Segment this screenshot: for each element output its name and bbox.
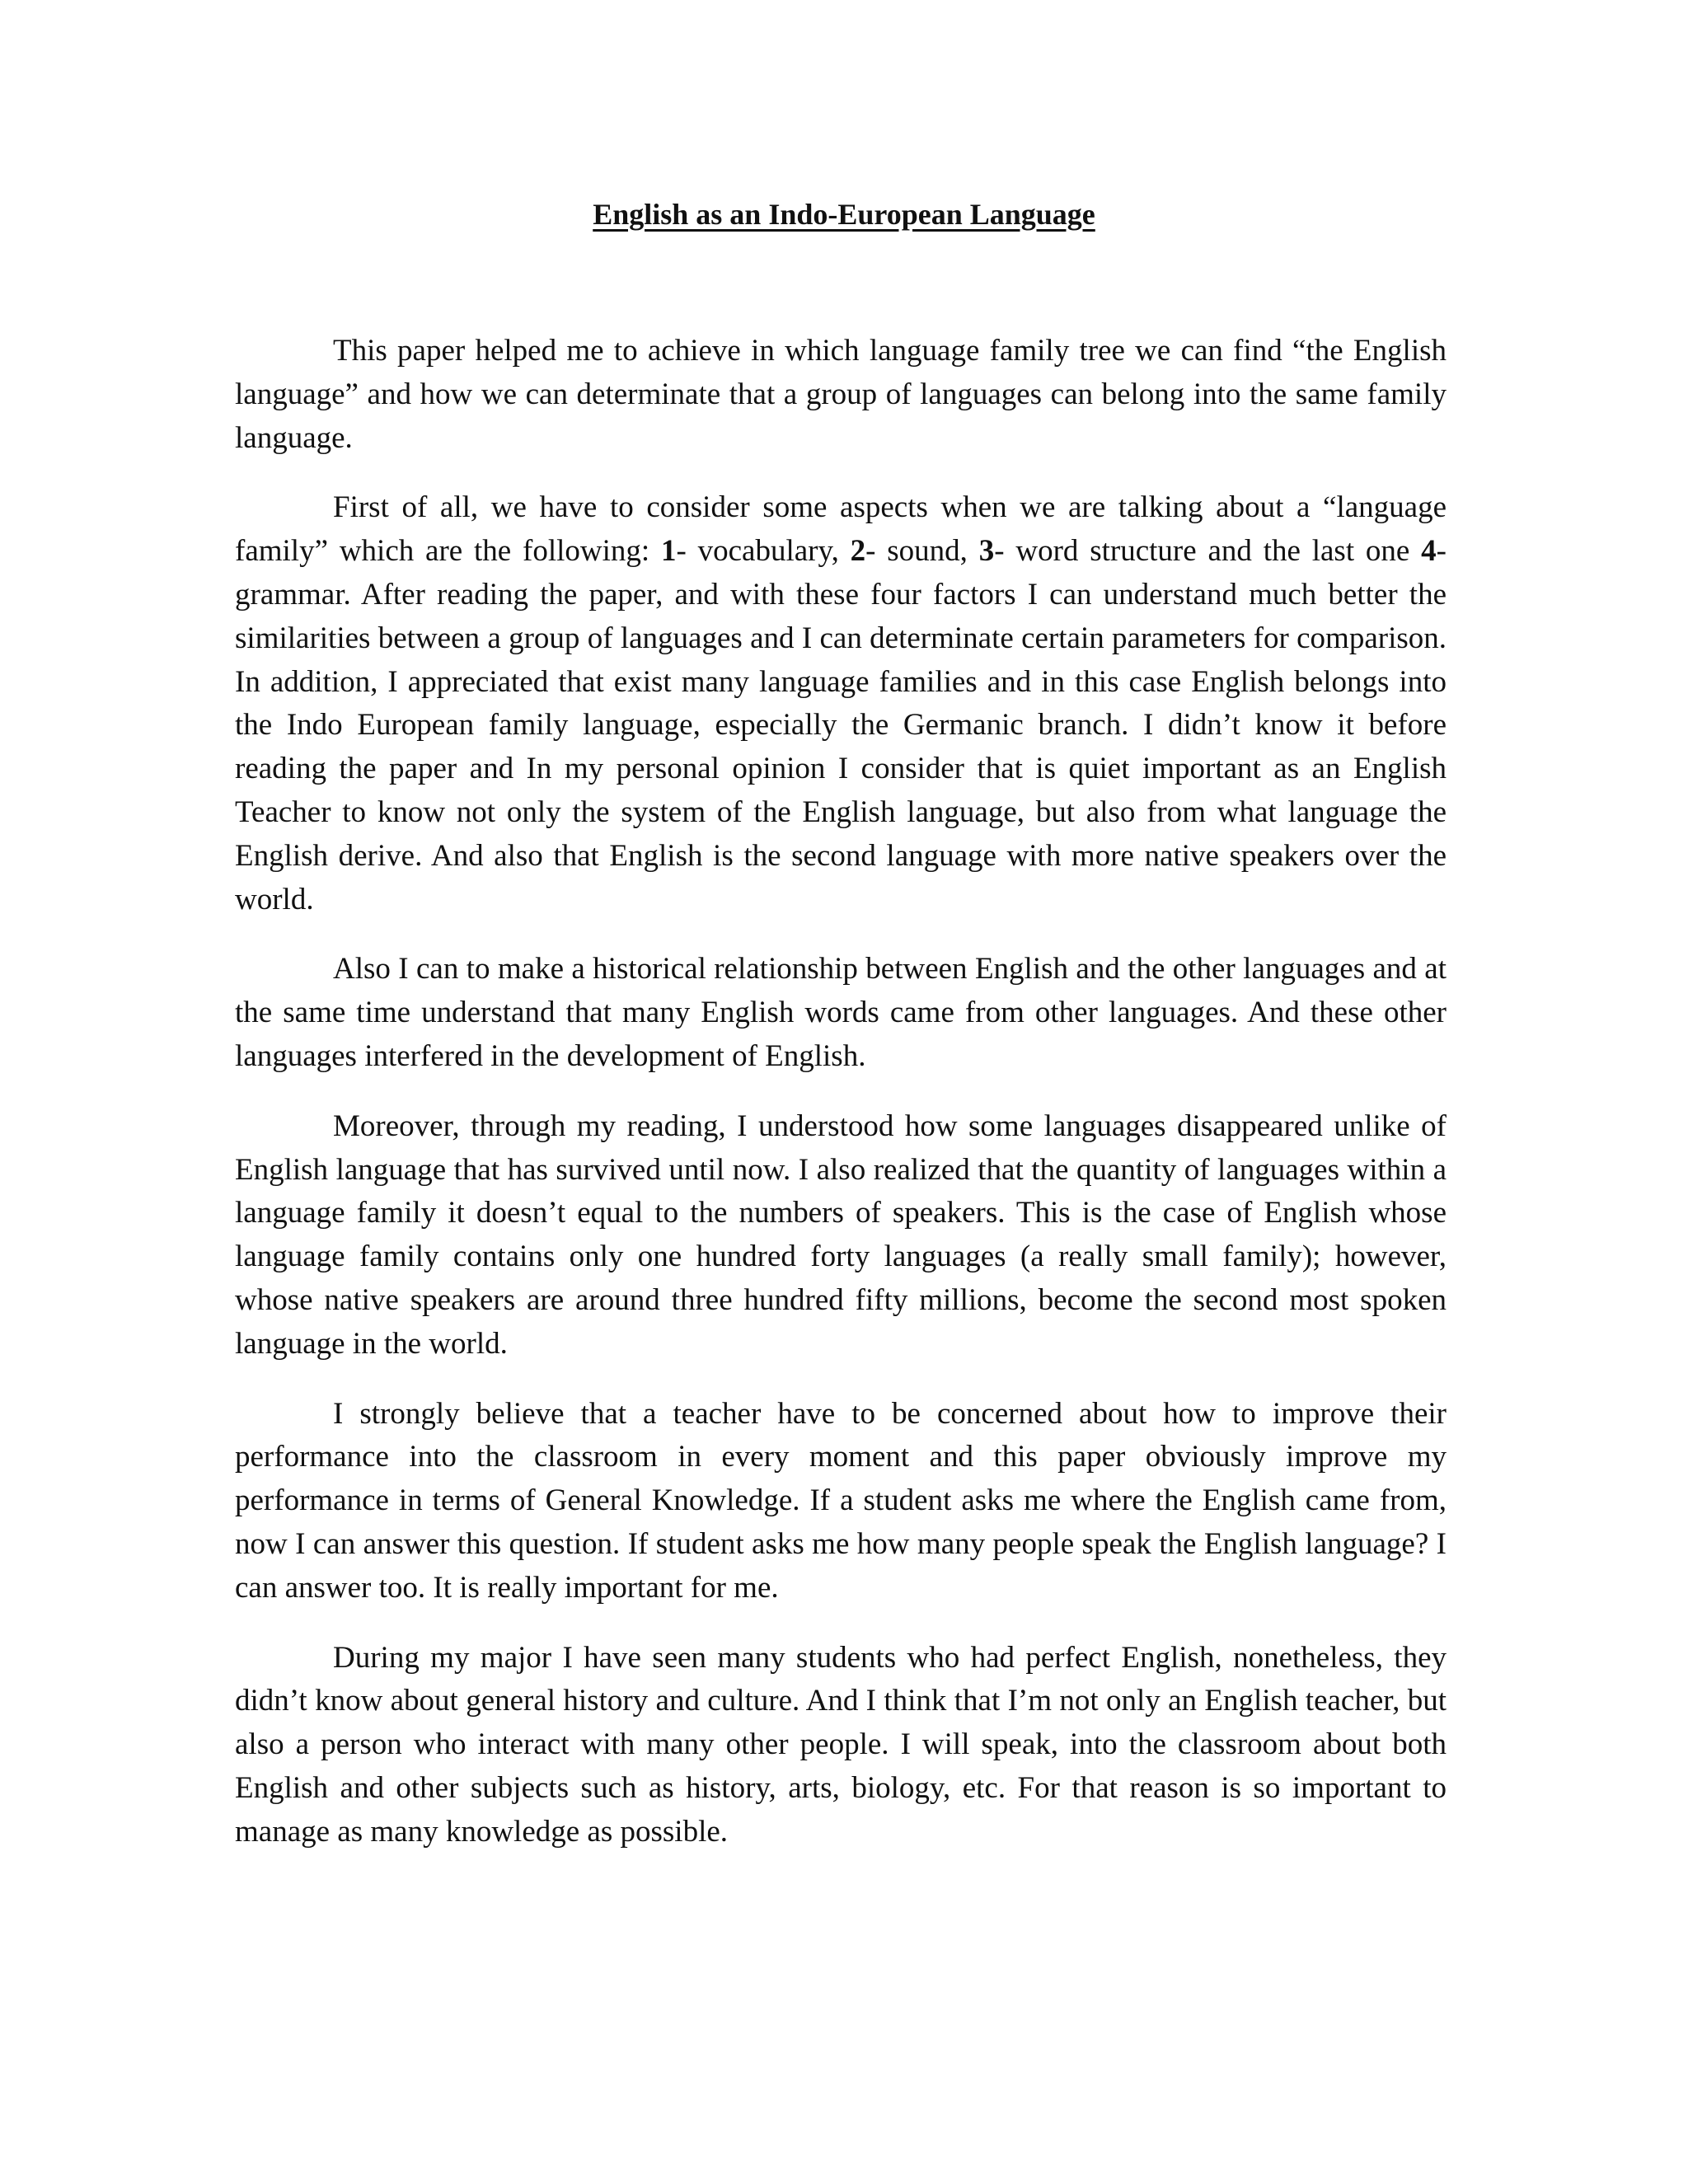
- paragraph-5: I strongly believe that a teacher have to be concerned about how to improve their performance into the classroom in every moment and this paper obviously improve my performance in terms of General Knowledge. If a student asks me where the English came from, now I can answer this question. If student asks me how many people speak the English language? I can answer too. It is really important for me.: [235, 1396, 1447, 1605]
- paragraph-2-text-c: - sound,: [865, 534, 979, 569]
- paragraph-2-text-b: - vocabulary,: [676, 534, 851, 569]
- factor-number-4: 4: [1421, 534, 1437, 569]
- paragraph-6: During my major I have seen many students who had perfect English, nonetheless, they didn’t know about general history and culture. And I think that I’m not only an English teacher, but also a person who interact with many other people. I will speak, into the classroom about both English and other subjects such as history, arts, biology, etc. For that reason is so important to manage as many knowledge as possible.: [235, 1640, 1447, 1849]
- paragraph-2-text-e: - grammar. After reading the paper, and with these four factors I can understand much better the similarities between a group of languages and I can determinate certain parameters for comparison. In addition, I appreciated that exist many language families and in this case English belongs into the Indo European family language, especially the Germanic branch. I didn’t know it before reading the paper and In my personal opinion I consider that is quiet important as an English Teacher to know not only the system of the English language, but also from what language the English derive. And also that English is the second language with more native speakers over the world.: [235, 534, 1447, 916]
- document-body: [235, 330, 1447, 1881]
- factor-number-2: 2: [850, 534, 866, 569]
- paragraph-2-text-a: First of all, we have to consider some aspects when we are talking about a “language family” which are the following:: [235, 490, 1447, 569]
- paragraph-3: Also I can to make a historical relationship between English and the other languages and at the same time understand that many English words came from other languages. And these other languages interfered in the development of English.: [235, 952, 1447, 1073]
- paragraph-2-text-d: - word structure and the last one: [994, 534, 1422, 569]
- paragraph-4: Moreover, through my reading, I understood how some languages disappeared unlike of English language that has survived until now. I also realized that the quantity of languages within a language family it doesn’t equal to the numbers of speakers. This is the case of English whose language family contains only one hundred forty languages (a really small family); however, whose native speakers are around three hundred fifty millions, become the second most spoken language in the world.: [235, 1108, 1447, 1361]
- factor-number-3: 3: [978, 534, 995, 569]
- document-title: English as an Indo-European Language: [593, 198, 1095, 231]
- paragraph-1: This paper helped me to achieve in which language family tree we can find “the English language” and how we can determinate that a group of languages can belong into the same family language.: [235, 334, 1447, 455]
- paragraph-2: [235, 486, 1447, 921]
- factor-number-1: 1: [661, 534, 677, 569]
